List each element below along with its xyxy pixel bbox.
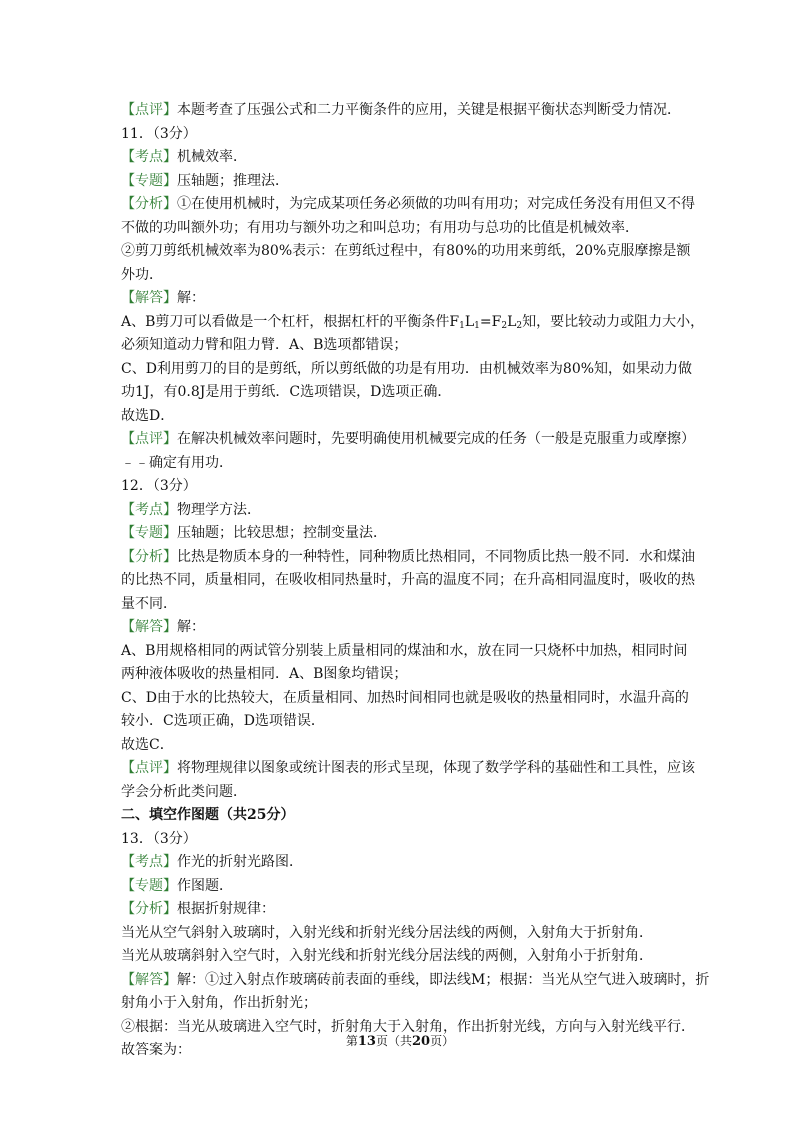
line-text: 物理学方法． bbox=[177, 501, 261, 518]
text-line bbox=[121, 616, 687, 640]
line-text: 两种液体吸收的热量相同．A、B图象均错误； bbox=[121, 666, 408, 682]
line-text: 本题考查了压强公式和二力平衡条件的应用，关键是根据平衡状态判断受力情况． bbox=[177, 102, 681, 118]
text-line bbox=[121, 851, 687, 875]
line-text: ①在使用机械时，为完成某项任务必须做的功叫有用功；对完成任务没有用但又不得 bbox=[177, 196, 695, 212]
footer-total-pages: 20 bbox=[412, 1034, 431, 1049]
line-text: 当光从玻璃斜射入空气时，入射光线和折射光线分居法线的两侧，入射角小于折射角． bbox=[121, 948, 653, 964]
text-line bbox=[121, 170, 687, 194]
text-line bbox=[121, 828, 687, 852]
line-text: A、B用规格相同的两试管分别装上质量相同的煤油和水，放在同一只烧杯中加热，相同时间 bbox=[121, 642, 688, 659]
text-line bbox=[121, 311, 705, 335]
text-line bbox=[121, 499, 687, 523]
line-text: 必须知道动力臂和阻力臂．A、B选项都错误； bbox=[121, 337, 408, 353]
line-text: A、B剪刀可以看做是一个杠杆，根据杠杆的平衡条件$F_1L_1=F_2L_2$知，要比较动力或阻力大小， bbox=[121, 313, 705, 331]
text-line bbox=[121, 358, 693, 382]
section-tag: 【专题】 bbox=[121, 877, 177, 894]
page-footer bbox=[0, 1032, 800, 1051]
section-tag: 【解答】 bbox=[121, 971, 177, 988]
text-line bbox=[121, 710, 687, 734]
page-content bbox=[121, 99, 710, 1063]
line-text: 根据折射规律： bbox=[177, 901, 275, 917]
text-line bbox=[121, 569, 695, 593]
text-line bbox=[121, 217, 687, 241]
line-text: ﹣﹣确定有用功． bbox=[121, 454, 233, 471]
text-line bbox=[121, 264, 687, 288]
footer-prefix: 第 bbox=[345, 1034, 358, 1048]
text-line bbox=[121, 452, 687, 476]
text-line bbox=[121, 781, 687, 805]
line-text: 故选D． bbox=[121, 407, 175, 424]
text-line bbox=[121, 334, 687, 358]
line-text: 将物理规律以图象或统计图表的形式呈现，体现了数学学科的基础性和工具性，应该 bbox=[177, 760, 695, 776]
line-text: ②根据：当光从玻璃进入空气时，折射角大于入射角，作出折射光线，方向与入射光线平行． bbox=[121, 1018, 695, 1035]
footer-middle: 页（共 bbox=[375, 1034, 412, 1048]
text-line bbox=[121, 99, 687, 123]
text-line bbox=[121, 875, 687, 899]
line-text: 当光从空气斜射入玻璃时，入射光线和折射光线分居法线的两侧，入射角大于折射角． bbox=[121, 924, 653, 941]
section-tag: 【考点】 bbox=[121, 854, 177, 870]
line-text: 故答案为： bbox=[121, 1042, 191, 1058]
line-text: 11．（3分） bbox=[121, 125, 197, 142]
text-line bbox=[121, 593, 687, 617]
section-tag: 【点评】 bbox=[121, 760, 177, 776]
line-text: 比热是物质本身的一种特性，同种物质比热相同，不同物质比热一般不同．水和煤油 bbox=[177, 548, 695, 565]
line-text: 解： bbox=[177, 290, 205, 306]
line-text: 解： bbox=[177, 619, 205, 635]
section-tag: 【分析】 bbox=[121, 196, 177, 212]
text-line bbox=[121, 687, 687, 711]
text-line bbox=[121, 405, 687, 429]
text-line bbox=[121, 146, 687, 170]
line-text: 12．（3分） bbox=[121, 478, 197, 494]
text-line bbox=[121, 381, 687, 405]
section-heading bbox=[121, 804, 687, 828]
section-tag: 【点评】 bbox=[121, 431, 177, 447]
line-text: 功1J，有0.8J是用于剪纸．C选项错误，D选项正确． bbox=[121, 384, 452, 400]
section-tag: 【专题】 bbox=[121, 525, 177, 541]
section-tag: 【点评】 bbox=[121, 102, 177, 118]
line-text: C、D利用剪刀的目的是剪纸，所以剪纸做的功是有用功．由机械效率为80%知，如果动力做 bbox=[121, 360, 693, 377]
line-text: ②剪刀剪纸机械效率为80%表示：在剪纸过程中，有80%的功用来剪纸，20%克服摩擦是额 bbox=[121, 243, 691, 259]
line-text: 外功． bbox=[121, 266, 163, 283]
line-text: 在解决机械效率问题时，先要明确使用机械要完成的任务（一般是克服重力或摩擦） bbox=[177, 431, 695, 447]
text-line bbox=[121, 922, 687, 946]
section-tag: 【考点】 bbox=[121, 501, 177, 518]
line-text: 量不同． bbox=[121, 595, 177, 612]
section-tag: 【分析】 bbox=[121, 901, 177, 917]
text-line bbox=[121, 193, 695, 217]
line-text: 作图题． bbox=[177, 877, 233, 894]
text-line bbox=[121, 475, 687, 499]
line-text: 压轴题；比较思想；控制变量法． bbox=[177, 525, 387, 541]
line-text: 13．（3分） bbox=[121, 830, 197, 847]
line-text: 解：①过入射点作玻璃砖前表面的垂线，即法线M；根据：当光从空气进入玻璃时，折 bbox=[177, 971, 710, 988]
section-tag: 【解答】 bbox=[121, 290, 177, 306]
section-tag: 【解答】 bbox=[121, 619, 177, 635]
text-line bbox=[121, 546, 695, 570]
line-text: 二、填空作图题（共25分） bbox=[121, 807, 295, 823]
section-tag: 【专题】 bbox=[121, 172, 177, 189]
text-line bbox=[121, 123, 687, 147]
line-text: 机械效率． bbox=[177, 149, 247, 165]
line-text: 较小．C选项正确，D选项错误． bbox=[121, 713, 325, 729]
text-line bbox=[121, 240, 691, 264]
text-line bbox=[121, 757, 695, 781]
line-text: 压轴题；推理法． bbox=[177, 172, 289, 189]
text-line bbox=[121, 734, 687, 758]
line-text: 射角小于入射角，作出折射光； bbox=[121, 995, 317, 1011]
line-text: 的比热不同，质量相同，在吸收相同热量时，升高的温度不同；在升高相同温度时，吸收的热 bbox=[121, 572, 695, 588]
text-line bbox=[121, 428, 695, 452]
text-line bbox=[121, 663, 687, 687]
text-line bbox=[121, 969, 710, 993]
line-text: C、D由于水的比热较大，在质量相同、加热时间相同也就是吸收的热量相同时，水温升高的 bbox=[121, 689, 689, 706]
line-text: 作光的折射光路图． bbox=[177, 854, 303, 870]
line-text: 学会分析此类问题． bbox=[121, 783, 247, 800]
text-line bbox=[121, 992, 687, 1016]
line-text: 不做的功叫额外功；有用功与额外功之和叫总功；有用功与总功的比值是机械效率． bbox=[121, 219, 639, 236]
text-line bbox=[121, 287, 687, 311]
text-line bbox=[121, 640, 687, 664]
text-line bbox=[121, 945, 687, 969]
section-tag: 【考点】 bbox=[121, 149, 177, 165]
footer-page-number: 13 bbox=[357, 1034, 376, 1049]
section-tag: 【分析】 bbox=[121, 548, 177, 565]
footer-suffix: 页） bbox=[430, 1034, 455, 1048]
text-line bbox=[121, 522, 687, 546]
text-line bbox=[121, 898, 687, 922]
line-text: 故选C． bbox=[121, 736, 174, 753]
